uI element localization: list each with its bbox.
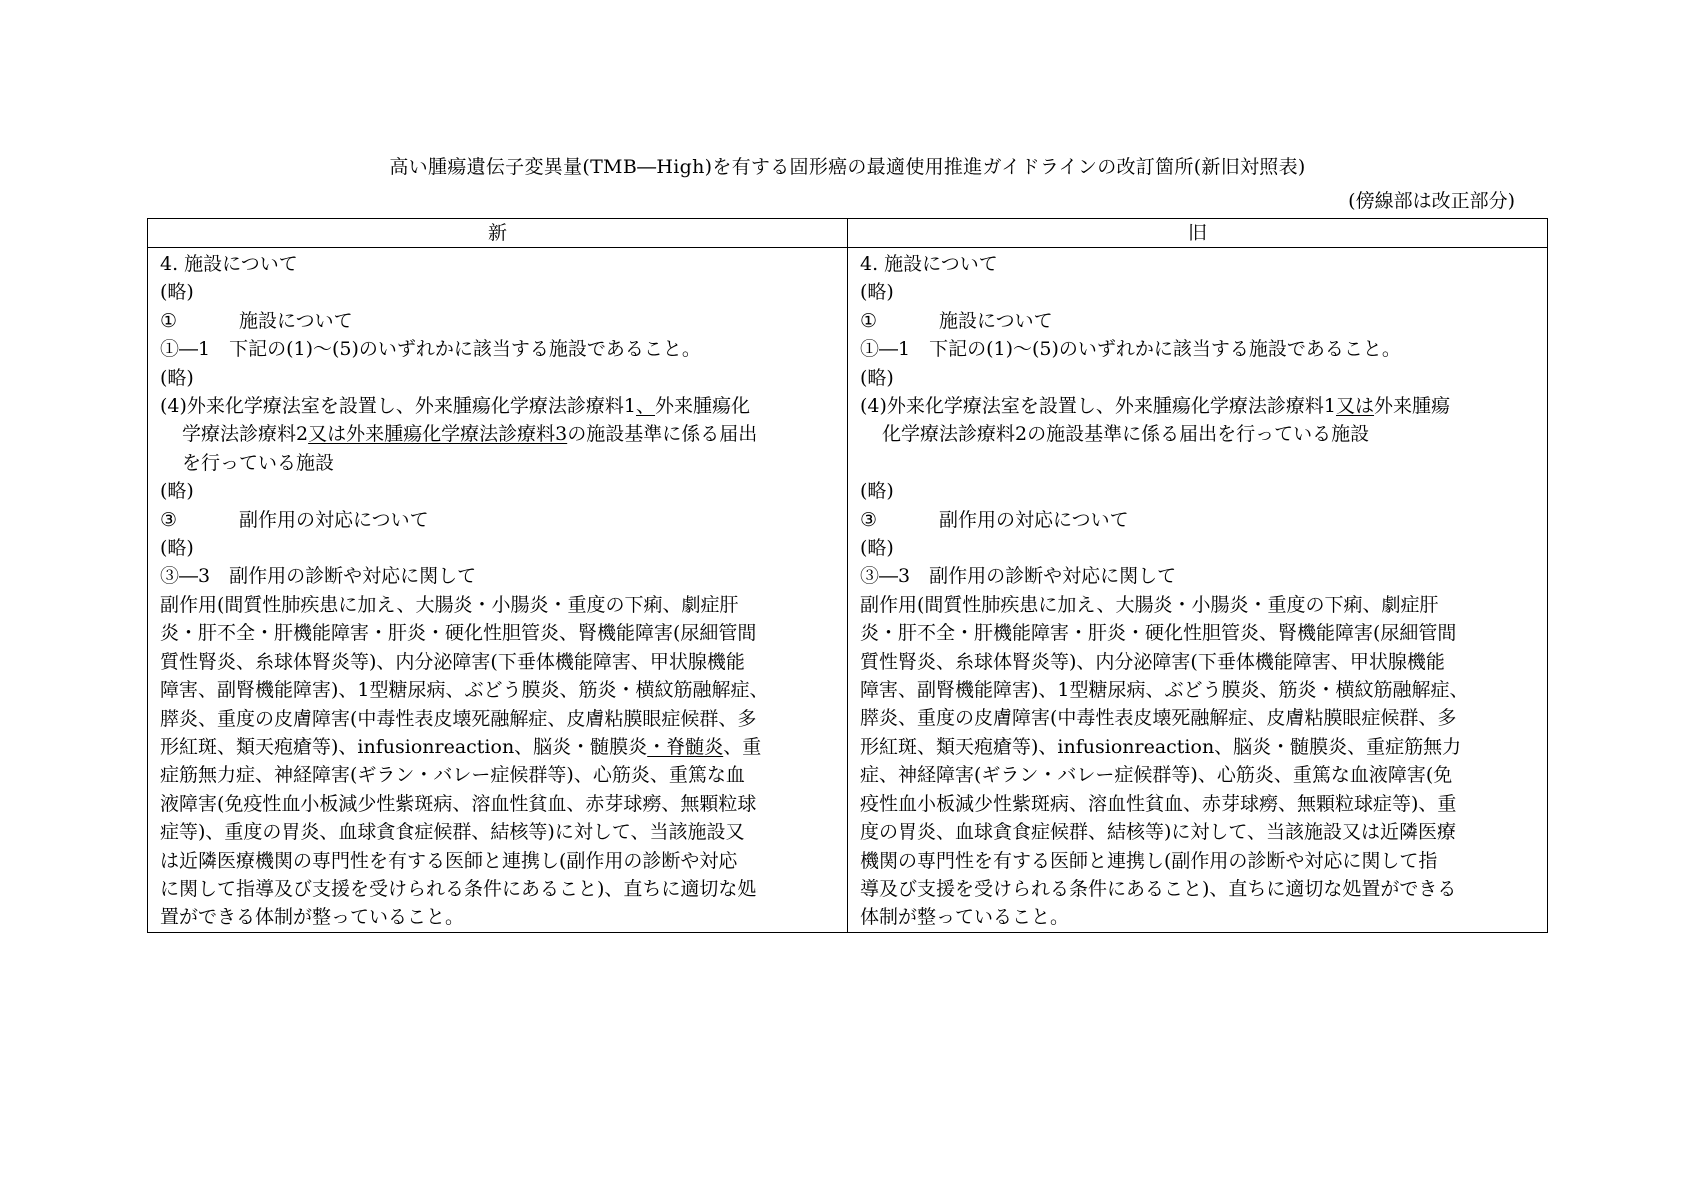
- document-title: 高い腫瘍遺伝子変異量(TMB―High)を有する固形癌の最適使用推進ガイドラインの改訂箇所(新旧対照表): [389, 156, 1306, 178]
- underline-note: (傍線部は改正部分): [1348, 190, 1515, 212]
- omitted-marker: (略): [860, 366, 894, 389]
- item-4-text: (4)外来化学療法室を設置し、外来腫瘍化学療法診療料1: [160, 395, 637, 418]
- item-4-line: を行っている施設: [182, 451, 335, 474]
- omitted-marker: (略): [160, 480, 194, 503]
- item-1-1: ①―1 下記の(1)～(5)のいずれかに該当する施設であること。: [160, 338, 701, 361]
- omitted-marker: (略): [860, 480, 894, 503]
- item-1-heading: [860, 307, 1543, 335]
- item-4-text: 外来腫瘍: [1374, 395, 1451, 418]
- paragraph-line: 度の胃炎、血球貪食症候群、結核等)に対して、当該施設又は近隣医療: [860, 821, 1457, 844]
- paragraph-text: 、重: [723, 735, 762, 758]
- item-1-heading: [160, 307, 843, 335]
- amended-text: ・脊髄炎: [647, 735, 724, 758]
- paragraph-line: は近隣医療機関の専門性を有する医師と連携し(副作用の診断や対応: [160, 849, 738, 872]
- item-title: 施設について: [939, 309, 1053, 332]
- omitted-marker: (略): [160, 366, 194, 389]
- paragraph-line: 膵炎、重度の皮膚障害(中毒性表皮壊死融解症、皮膚粘膜眼症候群、多: [160, 707, 757, 730]
- paragraph-line: 疫性血小板減少性紫斑病、溶血性貧血、赤芽球癆、無顆粒球症等)、重: [860, 792, 1457, 815]
- item-number: ③: [860, 508, 878, 531]
- comparison-table: [147, 218, 1548, 933]
- item-number: ③: [160, 508, 178, 531]
- paragraph-line: 置ができる体制が整っていること。: [160, 906, 465, 929]
- item-3-3: ③―3 副作用の診断や対応に関して: [860, 565, 1177, 588]
- paragraph-text: 形紅斑、類天疱瘡等)、infusionreaction、脳炎・髄膜炎: [160, 735, 648, 758]
- amended-text: 又は: [1336, 395, 1375, 418]
- table-header-row: [148, 219, 1548, 248]
- item-4-text: 外来腫瘍化: [655, 395, 751, 418]
- item-4-line: [160, 392, 843, 420]
- paragraph-line: 形紅斑、類天疱瘡等)、infusionreaction、脳炎・髄膜炎、重症筋無力: [860, 735, 1462, 758]
- header-old: 旧: [848, 219, 1548, 248]
- omitted-marker: (略): [860, 537, 894, 560]
- paragraph-line: 炎・肝不全・肝機能障害・肝炎・硬化性胆管炎、腎機能障害(尿細管間: [860, 622, 1457, 645]
- item-4-line: 化学療法診療料2の施設基準に係る届出を行っている施設: [882, 423, 1370, 446]
- old-column: [848, 248, 1548, 933]
- amended-text: 、: [636, 395, 656, 418]
- omitted-marker: (略): [860, 281, 894, 304]
- paragraph-line: 症等)、重度の胃炎、血球貪食症候群、結核等)に対して、当該施設又: [160, 821, 745, 844]
- item-title: 施設について: [239, 309, 353, 332]
- header-new: 新: [148, 219, 848, 248]
- paragraph-line: 副作用(間質性肺疾患に加え、大腸炎・小腸炎・重度の下痢、劇症肝: [860, 593, 1439, 616]
- paragraph-line: 症、神経障害(ギラン・バレー症候群等)、心筋炎、重篤な血液障害(免: [860, 764, 1453, 787]
- section-heading: 4. 施設について: [160, 253, 298, 275]
- item-number: ①: [160, 309, 178, 332]
- item-title: 副作用の対応について: [239, 508, 429, 531]
- item-1-1: ①―1 下記の(1)～(5)のいずれかに該当する施設であること。: [860, 338, 1401, 361]
- omitted-marker: (略): [160, 281, 194, 304]
- paragraph-line: 症筋無力症、神経障害(ギラン・バレー症候群等)、心筋炎、重篤な血: [160, 764, 745, 787]
- item-3-heading: [160, 506, 843, 534]
- item-4-text: 学療法診療料2: [182, 423, 309, 446]
- table-row: [148, 248, 1548, 933]
- paragraph-line: 障害、副腎機能障害)、1型糖尿病、ぶどう膜炎、筋炎・横紋筋融解症、: [160, 679, 769, 702]
- paragraph-line: 膵炎、重度の皮膚障害(中毒性表皮壊死融解症、皮膚粘膜眼症候群、多: [860, 707, 1457, 730]
- paragraph-line: に関して指導及び支援を受けられる条件にあること)、直ちに適切な処: [160, 877, 757, 900]
- section-heading: 4. 施設について: [860, 253, 998, 275]
- paragraph-line: 液障害(免疫性血小板減少性紫斑病、溶血性貧血、赤芽球癆、無顆粒球: [160, 792, 757, 815]
- paragraph-line: 副作用(間質性肺疾患に加え、大腸炎・小腸炎・重度の下痢、劇症肝: [160, 593, 739, 616]
- paragraph-line: 質性腎炎、糸球体腎炎等)、内分泌障害(下垂体機能障害、甲状腺機能: [160, 650, 745, 673]
- item-4-text: (4)外来化学療法室を設置し、外来腫瘍化学療法診療料1: [860, 395, 1337, 418]
- blank-line: [860, 449, 1543, 477]
- paragraph-line: 炎・肝不全・肝機能障害・肝炎・硬化性胆管炎、腎機能障害(尿細管間: [160, 622, 757, 645]
- amended-text: 又は外来腫瘍化学療法診療料3: [308, 423, 568, 446]
- item-4-line: [160, 420, 843, 448]
- paragraph-line: 導及び支援を受けられる条件にあること)、直ちに適切な処置ができる: [860, 877, 1457, 900]
- paragraph-line: 体制が整っていること。: [860, 906, 1070, 929]
- paragraph-line: 機関の専門性を有する医師と連携し(副作用の診断や対応に関して指: [860, 849, 1438, 872]
- item-title: 副作用の対応について: [939, 508, 1129, 531]
- item-4-text: の施設基準に係る届出: [567, 423, 758, 446]
- omitted-marker: (略): [160, 537, 194, 560]
- new-column: [148, 248, 848, 933]
- paragraph-line: 障害、副腎機能障害)、1型糖尿病、ぶどう膜炎、筋炎・横紋筋融解症、: [860, 679, 1469, 702]
- item-4-line: [860, 392, 1543, 420]
- item-3-heading: [860, 506, 1543, 534]
- item-3-3: ③―3 副作用の診断や対応に関して: [160, 565, 477, 588]
- paragraph-line: 質性腎炎、糸球体腎炎等)、内分泌障害(下垂体機能障害、甲状腺機能: [860, 650, 1445, 673]
- item-number: ①: [860, 309, 878, 332]
- paragraph-line: [160, 733, 843, 761]
